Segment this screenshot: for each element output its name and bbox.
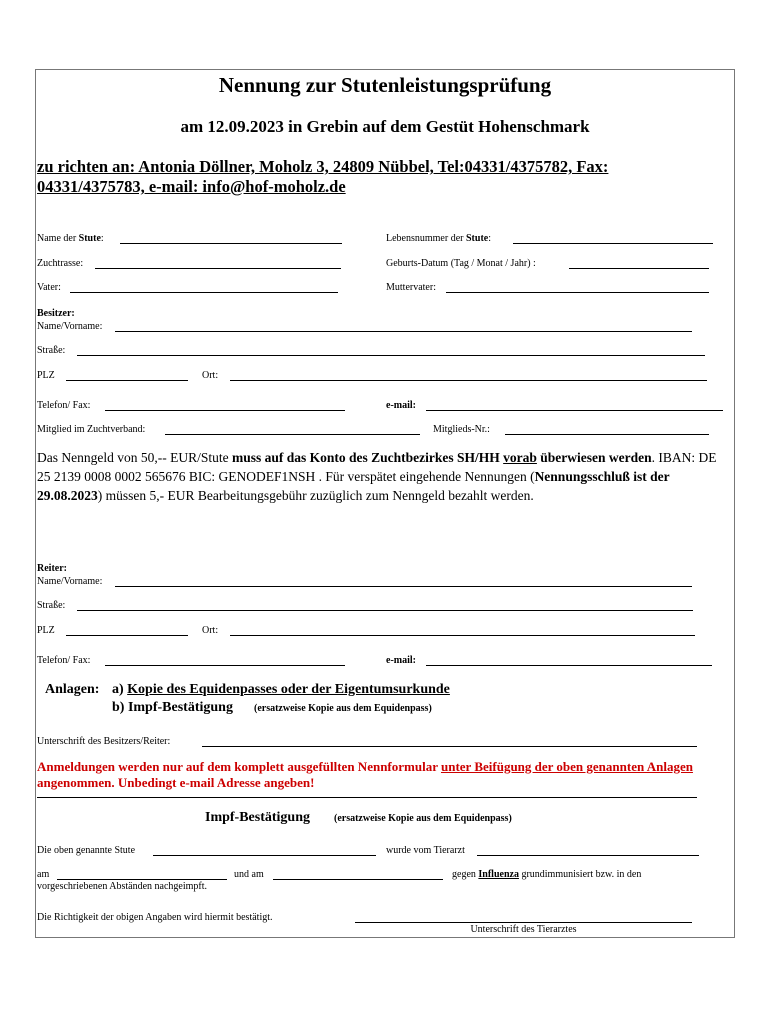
rider-name-label: Name/Vorname: — [37, 576, 103, 587]
owner-name-field[interactable] — [115, 331, 692, 332]
breed-label: Zuchtrasse: — [37, 258, 84, 269]
rider-city-label: Ort: — [202, 625, 219, 636]
vacc-on-label: am — [37, 869, 50, 880]
attachment-b: b) Impf-Bestätigung — [112, 700, 233, 715]
vet-signature-field[interactable] — [355, 922, 692, 923]
signature-label: Unterschrift des Besitzers/Reiter: — [37, 736, 171, 747]
fee-paragraph: Das Nenngeld von 50,-- EUR/Stute muss auf das Konto des Zuchtbezirkes SH/HH vorab überwiesen werden. IBAN: DE 25 2139 0008 0002 565676 BIC: GENODEF1NSH . Für verspätet eingehende Nennungen (Nennungsschluß ist der 29.08.2023) müssen 5,- EUR Bearbeitungsgebühr zuzüglich zum Nenngeld bezahlt werden. — [37, 450, 717, 503]
vacc-intervals-text: vorgeschriebenen Abständen nachgeimpft. — [37, 881, 208, 892]
member-field[interactable] — [165, 434, 420, 435]
form-title: Nennung zur Stutenleistungsprüfung — [218, 73, 552, 97]
birthdate-field[interactable] — [569, 268, 709, 269]
rider-email-label: e-mail: — [386, 655, 416, 666]
owner-email-field[interactable] — [426, 410, 723, 411]
address-line-1: zu richten an: Antonia Döllner, Moholz 3, 24809 Nübbel, Tel:04331/4375782, Fax: — [37, 157, 609, 176]
rider-street-label: Straße: — [37, 600, 66, 611]
owner-name-label: Name/Vorname: — [37, 321, 103, 332]
owner-zip-field[interactable] — [66, 380, 188, 381]
owner-street-label: Straße: — [37, 345, 66, 356]
owner-phone-label: Telefon/ Fax: — [37, 400, 91, 411]
vaccination-title: Impf-Bestätigung — [205, 810, 311, 825]
warning-text: Anmeldungen werden nur auf dem komplett ausgefüllten Nennformular unter Beifügung der oben genannten Anlagen angenommen. Unbedingt e-mail Adresse angeben! — [37, 759, 693, 790]
rider-street-field[interactable] — [77, 610, 693, 611]
mare-lifenumber-label: Lebensnummer der Stute: — [386, 233, 491, 244]
vaccination-note: (ersatzweise Kopie aus dem Equidenpass) — [334, 813, 512, 824]
vacc-mare-label: Die oben genannte Stute — [37, 845, 136, 856]
signature-field[interactable] — [202, 746, 697, 747]
member-label: Mitglied im Zuchtverband: — [37, 424, 146, 435]
vacc-confirm-text: Die Richtigkeit der obigen Angaben wird hiermit bestätigt. — [37, 912, 273, 923]
vacc-mare-field[interactable] — [153, 855, 376, 856]
damsire-label: Muttervater: — [386, 282, 436, 293]
rider-name-field[interactable] — [115, 586, 692, 587]
member-nr-label: Mitglieds-Nr.: — [433, 424, 490, 435]
owner-city-label: Ort: — [202, 370, 219, 381]
damsire-field[interactable] — [446, 292, 709, 293]
rider-zip-label: PLZ — [37, 625, 55, 636]
attachment-b-note: (ersatzweise Kopie aus dem Equidenpass) — [254, 703, 432, 714]
owner-zip-label: PLZ — [37, 370, 55, 381]
vacc-vet-field[interactable] — [477, 855, 699, 856]
owner-city-field[interactable] — [230, 380, 707, 381]
owner-phone-field[interactable] — [105, 410, 345, 411]
address-line-2: 04331/4375783, e-mail: info@hof-moholz.de — [37, 177, 346, 196]
vacc-and-on-label: und am — [234, 869, 264, 880]
owner-heading: Besitzer: — [37, 308, 75, 319]
member-nr-field[interactable] — [505, 434, 709, 435]
rider-phone-label: Telefon/ Fax: — [37, 655, 91, 666]
form-subtitle: am 12.09.2023 in Grebin auf dem Gestüt Hohenschmark — [180, 117, 590, 136]
sire-field[interactable] — [70, 292, 338, 293]
vacc-against-text: gegen Influenza grundimmunisiert bzw. in den — [452, 869, 642, 880]
rider-zip-field[interactable] — [66, 635, 188, 636]
breed-field[interactable] — [95, 268, 341, 269]
birthdate-label: Geburts-Datum (Tag / Monat / Jahr) : — [386, 258, 536, 269]
rider-phone-field[interactable] — [105, 665, 345, 666]
vet-signature-label: Unterschrift des Tierarztes — [470, 924, 577, 935]
rider-city-field[interactable] — [230, 635, 695, 636]
mare-lifenumber-field[interactable] — [513, 243, 713, 244]
mare-name-label: Name der Stute: — [37, 233, 104, 244]
rider-email-field[interactable] — [426, 665, 712, 666]
attachments-label: Anlagen: — [45, 682, 100, 697]
vacc-date1-field[interactable] — [57, 879, 227, 880]
attachment-a: a) Kopie des Equidenpasses oder der Eigentumsurkunde — [112, 682, 450, 697]
sire-label: Vater: — [37, 282, 61, 293]
mare-name-field[interactable] — [120, 243, 342, 244]
vacc-date2-field[interactable] — [273, 879, 443, 880]
owner-street-field[interactable] — [77, 355, 705, 356]
vacc-vet-label: wurde vom Tierarzt — [386, 845, 465, 856]
rider-heading: Reiter: — [37, 563, 67, 574]
owner-email-label: e-mail: — [386, 400, 416, 411]
section-divider — [37, 797, 697, 798]
